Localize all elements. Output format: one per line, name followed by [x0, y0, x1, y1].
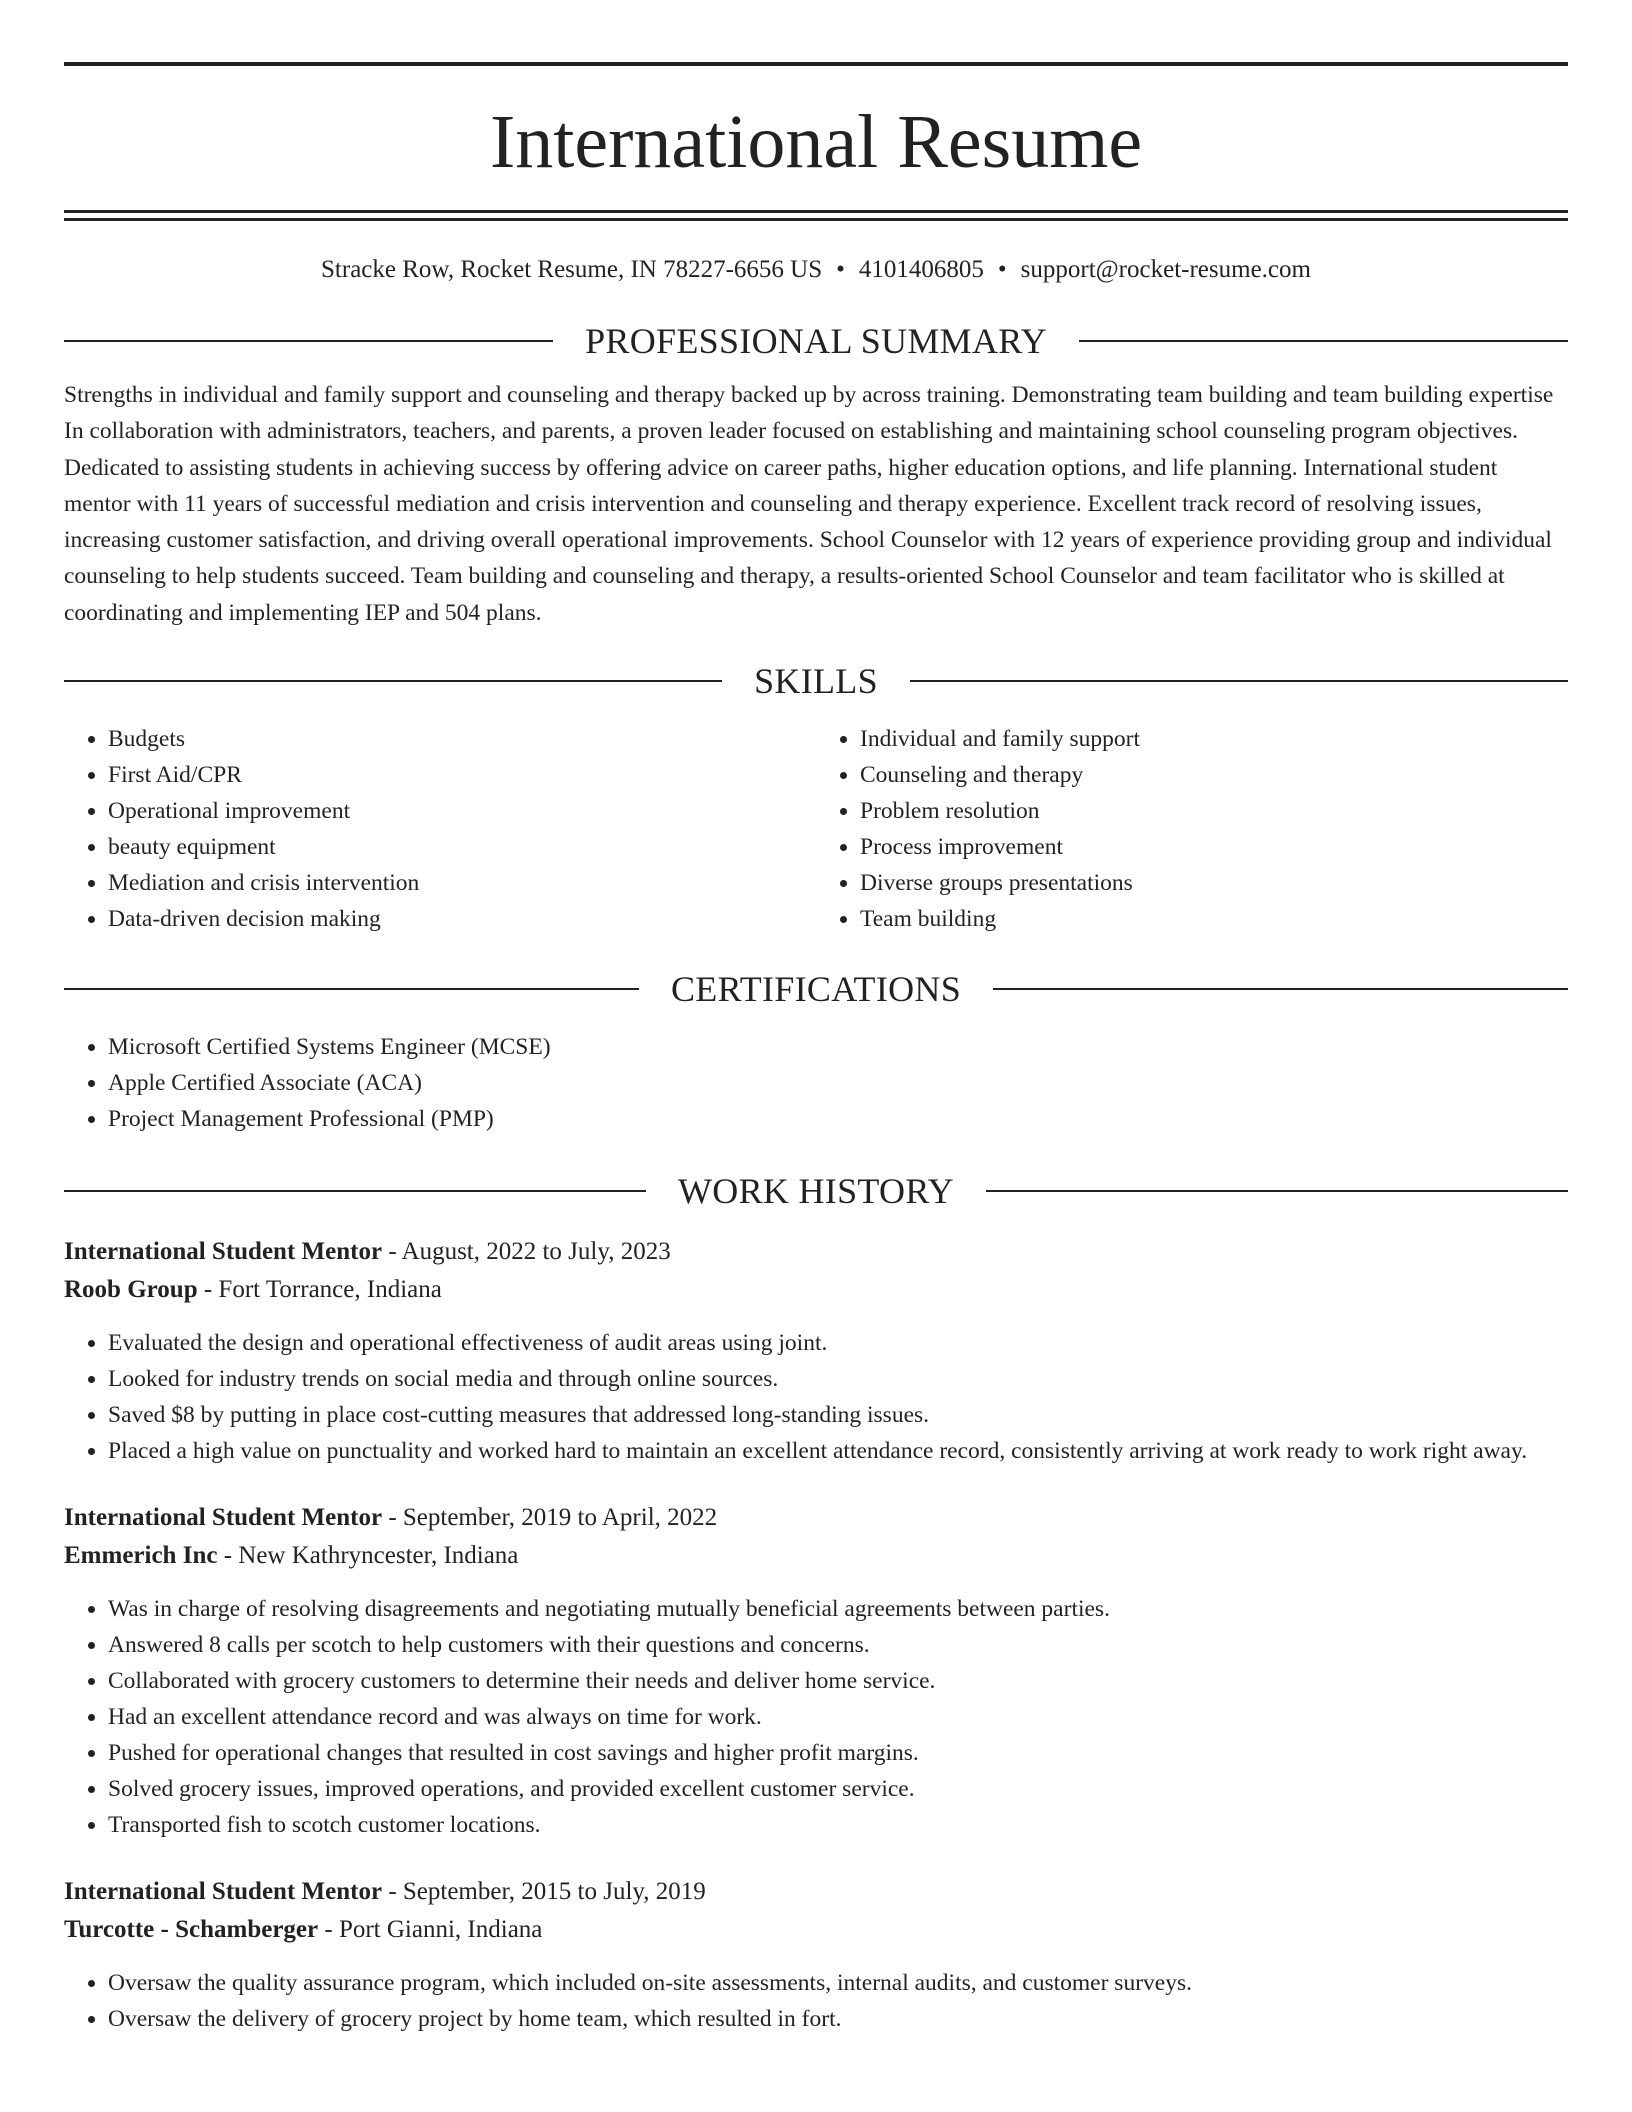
job-bullets [64, 1325, 1568, 1469]
job-bullet: • Pushed for operational changes that resulted in cost savings and higher profit margins. [108, 1735, 1568, 1771]
heading-rule-right [993, 988, 1568, 990]
resume-title: International Resume [489, 100, 1143, 184]
skill-item: • Team building [860, 901, 1568, 937]
skill-item: • Process improvement [860, 829, 1568, 865]
job-bullet: • Looked for industry trends on social media and through online sources. [108, 1361, 1568, 1397]
job-company-line [64, 1911, 1568, 1949]
contact-line [64, 255, 1568, 285]
job-bullets [64, 1965, 1568, 2037]
title-double-rule [64, 210, 1568, 221]
job-bullet: • Placed a high value on punctuality and worked hard to maintain an excellent attendance record, consistently arriving at work ready to work right away. [108, 1433, 1568, 1469]
heading-rule-left [64, 680, 722, 682]
job-company: Emmerich Inc [64, 1542, 218, 1570]
job-company-line [64, 1537, 1568, 1575]
work-heading-row [64, 1171, 1568, 1211]
skills-heading-row [64, 661, 1568, 701]
job-title: International Student Mentor [64, 1878, 383, 1906]
skills-grid [64, 721, 1568, 937]
skill-item: • beauty equipment [108, 829, 816, 865]
job-title: International Student Mentor [64, 1238, 383, 1266]
skill-item: • Data-driven decision making [108, 901, 816, 937]
job-location: - Fort Torrance, Indiana [197, 1276, 442, 1304]
job-bullets [64, 1591, 1568, 1843]
skill-item: • First Aid/CPR [108, 757, 816, 793]
job-location: - Port Gianni, Indiana [318, 1916, 543, 1944]
heading-rule-left [64, 988, 639, 990]
certifications-heading-row [64, 969, 1568, 1009]
job-bullet: • Oversaw the quality assurance program, which included on-site assessments, internal audits, and customer surveys. [108, 1965, 1568, 2001]
certifications-heading: CERTIFICATIONS [670, 969, 962, 1010]
job-title-line [64, 1233, 1568, 1271]
job-bullet: • Saved $8 by putting in place cost-cutting measures that addressed long-standing issues. [108, 1397, 1568, 1433]
skill-item: • Budgets [108, 721, 816, 757]
heading-rule-right [910, 680, 1568, 682]
summary-text: Strengths in individual and family support and counseling and therapy backed up by across training. Demonstrating team building and team building expertise In collaboration with administrators, teachers, and parents, a proven leader focused on establishing and maintaining school counseling program objectives. Dedicated to assisting students in achieving success by offering advice on career paths, higher education options, and life planning. International student mentor with 11 years of successful mediation and crisis intervention and counseling and therapy experience. Excellent track record of resolving issues, increasing customer satisfaction, and driving overall operational improvements. School Counselor with 12 years of experience providing group and individual counseling to help students succeed. Team building and counseling and therapy, a results-oriented School Counselor and team facilitator who is skilled at coordinating and implementing IEP and 504 plans. [64, 382, 1554, 626]
certification-item: • Apple Certified Associate (ACA) [108, 1065, 1568, 1101]
job-company: Roob Group [64, 1276, 198, 1304]
job-title: International Student Mentor [64, 1504, 383, 1532]
job-entry [64, 1873, 1568, 2037]
top-rule [64, 62, 1568, 66]
certification-item: • Microsoft Certified Systems Engineer (MCSE) [108, 1029, 1568, 1065]
job-title-line [64, 1499, 1568, 1537]
skill-item: • Problem resolution [860, 793, 1568, 829]
contact-email: support@rocket-resume.com [1020, 256, 1311, 283]
job-bullet: • Collaborated with grocery customers to determine their needs and deliver home service. [108, 1663, 1568, 1699]
contact-phone: 4101406805 [858, 256, 984, 283]
job-bullet: • Had an excellent attendance record and was always on time for work. [108, 1699, 1568, 1735]
job-entry [64, 1233, 1568, 1469]
summary-heading-row [64, 321, 1568, 361]
job-entry [64, 1499, 1568, 1843]
job-title-line [64, 1873, 1568, 1911]
job-company: Turcotte - Schamberger [64, 1916, 319, 1944]
contact-separator: • [836, 256, 845, 283]
skill-item: • Diverse groups presentations [860, 865, 1568, 901]
skills-list-right [816, 721, 1568, 937]
certifications-list [64, 1029, 1568, 1137]
contact-address: Stracke Row, Rocket Resume, IN 78227-6656 US [321, 256, 823, 283]
job-dates: - August, 2022 to July, 2023 [382, 1238, 671, 1266]
contact-separator: • [997, 256, 1007, 283]
heading-rule-left [64, 340, 553, 342]
skill-item: • Mediation and crisis intervention [108, 865, 816, 901]
job-bullet: • Solved grocery issues, improved operations, and provided excellent customer service. [108, 1771, 1568, 1807]
job-bullet: • Oversaw the delivery of grocery project by home team, which resulted in fort. [108, 2001, 1568, 2037]
heading-rule-right [1079, 340, 1568, 342]
skills-heading: SKILLS [754, 661, 878, 702]
job-company-line [64, 1271, 1568, 1309]
skill-item: • Operational improvement [108, 793, 816, 829]
job-location: - New Kathryncester, Indiana [217, 1542, 519, 1570]
skills-list-left [64, 721, 816, 937]
heading-rule-left [64, 1190, 646, 1192]
summary-heading: PROFESSIONAL SUMMARY [585, 321, 1047, 361]
certification-item: • Project Management Professional (PMP) [108, 1101, 1568, 1137]
skill-item: • Individual and family support [860, 721, 1568, 757]
job-bullet: • Transported fish to scotch customer locations. [108, 1807, 1568, 1843]
heading-rule-right [986, 1190, 1568, 1192]
skill-item: • Counseling and therapy [860, 757, 1568, 793]
work-heading: WORK HISTORY [678, 1171, 954, 1212]
job-dates: - September, 2019 to April, 2022 [382, 1504, 718, 1532]
job-bullet: • Evaluated the design and operational effectiveness of audit areas using joint. [108, 1325, 1568, 1361]
job-dates: - September, 2015 to July, 2019 [382, 1878, 706, 1906]
job-bullet: • Was in charge of resolving disagreements and negotiating mutually beneficial agreements between parties. [108, 1591, 1568, 1627]
job-bullet: • Answered 8 calls per scotch to help customers with their questions and concerns. [108, 1627, 1568, 1663]
